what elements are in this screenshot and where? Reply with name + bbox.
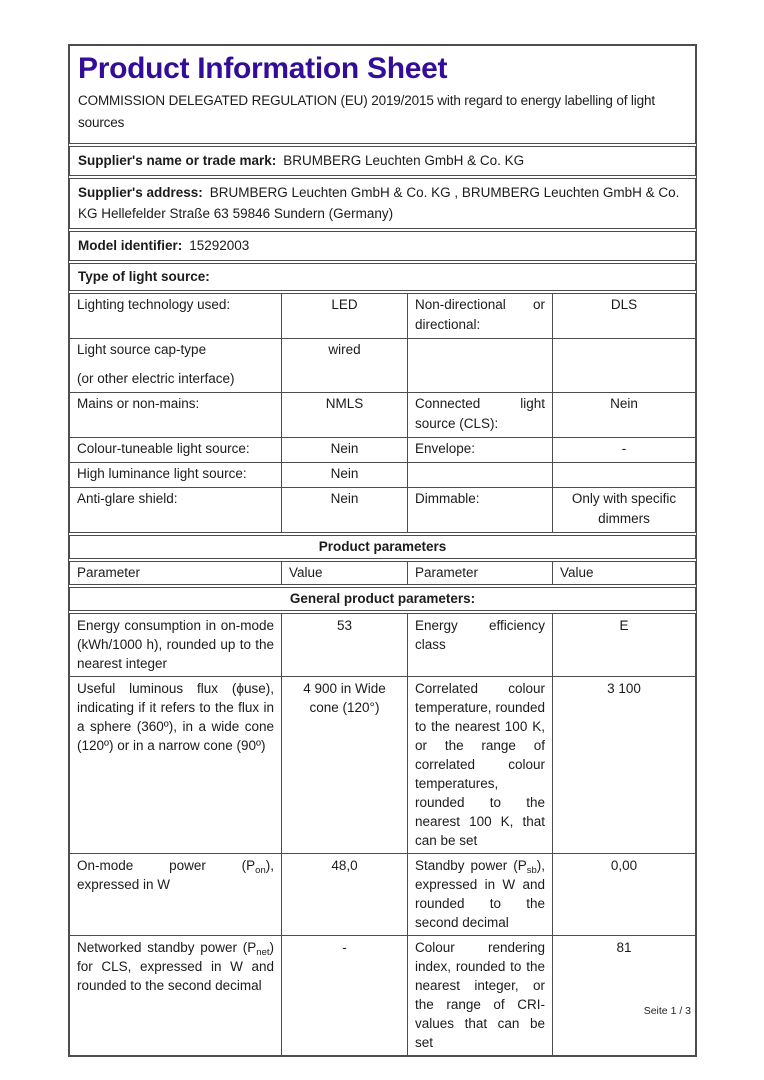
param-label-text: On-mode power (P bbox=[77, 858, 256, 873]
param-value: DLS bbox=[552, 294, 695, 338]
param-label: Envelope: bbox=[407, 438, 552, 462]
param-label bbox=[407, 854, 552, 935]
table-row bbox=[70, 935, 695, 1055]
table-row bbox=[70, 676, 695, 853]
param-label-text: Networked standby power (P bbox=[77, 940, 257, 955]
param-label: Energy efficiency class bbox=[407, 614, 552, 676]
param-value: 3 100 bbox=[552, 677, 695, 853]
type-of-light-source-table bbox=[69, 293, 696, 533]
param-label: Correlated colour temperature, rounded to the nearest 100 K, or the range of correlated colour temperatures, rounded to the nearest 100 K, that can be set bbox=[407, 677, 552, 853]
table-row bbox=[70, 853, 695, 935]
param-label: Mains or non-mains: bbox=[77, 396, 200, 411]
param-label-line1: Light source cap-type bbox=[77, 342, 207, 357]
param-value: Only with specific dimmers bbox=[552, 488, 695, 532]
param-value: wired bbox=[281, 339, 407, 392]
table-row bbox=[70, 294, 695, 338]
param-label bbox=[70, 339, 281, 392]
param-value: 48,0 bbox=[281, 854, 407, 935]
param-label-text: ), expressed in W bbox=[77, 858, 274, 892]
table-row bbox=[70, 392, 695, 437]
param-value: E bbox=[552, 614, 695, 676]
param-label-text: ) for CLS, expressed in W and rounded to the second decimal bbox=[77, 940, 274, 993]
supplier-name-row bbox=[69, 146, 696, 176]
param-label: Connected light source (CLS): bbox=[407, 393, 552, 437]
param-value: 81 bbox=[552, 936, 695, 1055]
table-header-row bbox=[70, 562, 695, 584]
regulation-text: COMMISSION DELEGATED REGULATION (EU) 2019/2015 with regard to energy labelling of light sources bbox=[78, 93, 655, 130]
param-label: Non-directional or directional: bbox=[407, 294, 552, 338]
param-value: Nein bbox=[281, 463, 407, 487]
param-value: 53 bbox=[281, 614, 407, 676]
param-value bbox=[552, 339, 695, 392]
model-identifier-row bbox=[69, 231, 696, 261]
param-label bbox=[407, 463, 552, 487]
page-number: Seite 1 / 3 bbox=[643, 1005, 691, 1017]
table-row bbox=[70, 487, 695, 532]
title-section bbox=[69, 45, 696, 144]
column-header-parameter: Parameter bbox=[407, 562, 552, 584]
param-label bbox=[70, 936, 281, 1055]
model-identifier-label: Model identifier: bbox=[78, 238, 183, 253]
supplier-address-label: Supplier's address: bbox=[78, 185, 203, 200]
param-value: - bbox=[552, 438, 695, 462]
general-parameters-table bbox=[69, 613, 696, 1056]
supplier-name-label: Supplier's name or trade mark: bbox=[78, 153, 277, 168]
param-label: Lighting technology used: bbox=[77, 297, 231, 312]
param-value: 4 900 in Wide cone (120°) bbox=[281, 677, 407, 853]
param-label-text: Standby power (P bbox=[415, 858, 527, 873]
param-label: Useful luminous flux (ϕuse), indicating if it refers to the flux in a sphere (360º), in a wide cone (120º) or in a narrow cone (90º) bbox=[77, 681, 274, 753]
param-value: - bbox=[281, 936, 407, 1055]
param-label: High luminance light source: bbox=[77, 466, 247, 481]
param-value: LED bbox=[281, 294, 407, 338]
column-header-value: Value bbox=[281, 562, 407, 584]
type-of-light-source-header: Type of light source: bbox=[69, 263, 696, 291]
subscript: on bbox=[255, 865, 266, 876]
column-header-value: Value bbox=[552, 562, 695, 584]
param-value bbox=[552, 463, 695, 487]
param-value: NMLS bbox=[281, 393, 407, 437]
param-label: Energy consumption in on-mode (kWh/1000 h), rounded up to the nearest integer bbox=[77, 618, 274, 671]
product-information-sheet bbox=[68, 44, 697, 1057]
param-value: 0,00 bbox=[552, 854, 695, 935]
table-row bbox=[70, 614, 695, 676]
supplier-address-value: BRUMBERG Leuchten GmbH & Co. KG , BRUMBERG Leuchten GmbH & Co. KG Hellefelder Straße 63 59846 Sundern (Germany) bbox=[78, 185, 680, 221]
param-label-text: ), expressed in W and rounded to the second decimal bbox=[415, 858, 545, 930]
param-value: Nein bbox=[552, 393, 695, 437]
table-row bbox=[70, 462, 695, 487]
param-label: Anti-glare shield: bbox=[77, 491, 178, 506]
general-product-parameters-header: General product parameters: bbox=[69, 587, 696, 611]
subscript: net bbox=[256, 947, 270, 958]
column-header-parameter: Parameter bbox=[77, 565, 141, 580]
supplier-name-value: BRUMBERG Leuchten GmbH & Co. KG bbox=[283, 153, 525, 168]
param-label-line2: (or other electric interface) bbox=[77, 371, 235, 386]
table-row bbox=[70, 338, 695, 392]
subscript: sb bbox=[526, 865, 537, 876]
param-value: Nein bbox=[281, 438, 407, 462]
product-parameters-header: Product parameters bbox=[69, 535, 696, 559]
param-label: Colour rendering index, rounded to the nearest integer, or the range of CRI-values that can be set bbox=[407, 936, 552, 1055]
param-label: Dimmable: bbox=[407, 488, 552, 532]
parameter-value-header-row bbox=[69, 561, 696, 585]
param-label: Colour-tuneable light source: bbox=[77, 441, 250, 456]
param-label bbox=[407, 339, 552, 392]
param-label bbox=[70, 854, 281, 935]
param-value: Nein bbox=[281, 488, 407, 532]
supplier-address-row bbox=[69, 178, 696, 229]
model-identifier-value: 15292003 bbox=[189, 238, 250, 253]
page-title: Product Information Sheet bbox=[78, 52, 448, 85]
table-row bbox=[70, 437, 695, 462]
